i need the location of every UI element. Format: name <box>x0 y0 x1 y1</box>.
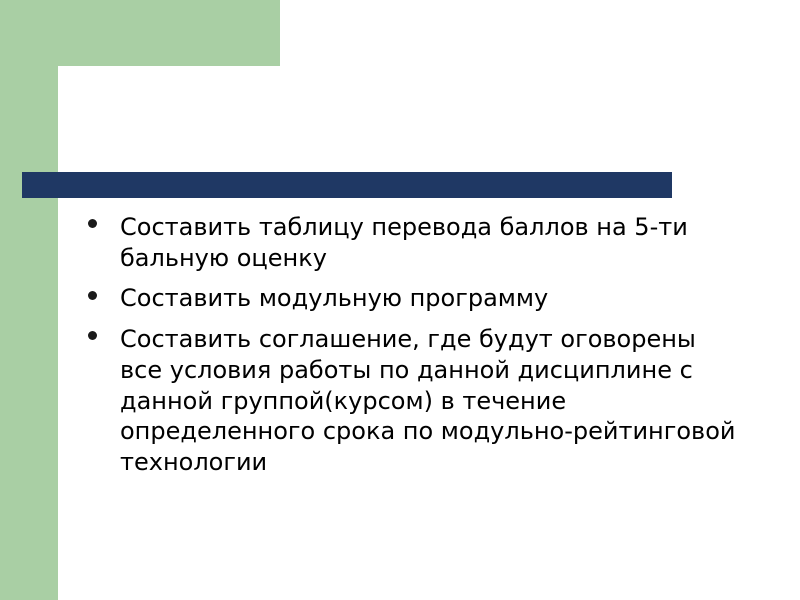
navy-divider-bar <box>22 172 672 198</box>
bullet-dot-icon <box>88 219 97 228</box>
bullet-text: Составить модульную программу <box>120 284 549 313</box>
top-green-block <box>0 0 280 66</box>
bullet-list <box>82 212 742 478</box>
bullet-dot-icon <box>88 331 97 340</box>
bullet-text: Составить таблицу перевода баллов на 5-ти бальную оценку <box>120 213 688 272</box>
bullet-text: Составить соглашение, где будут оговорены все условия работы по данной дисциплине с данной группой(курсом) в течение определенного срока по модульно-рейтинговой технологии <box>120 325 736 477</box>
list-item <box>82 324 742 478</box>
slide-content <box>82 212 742 488</box>
bullet-dot-icon <box>88 291 97 300</box>
list-item <box>82 212 742 273</box>
left-green-band <box>0 0 58 600</box>
list-item <box>82 283 742 314</box>
